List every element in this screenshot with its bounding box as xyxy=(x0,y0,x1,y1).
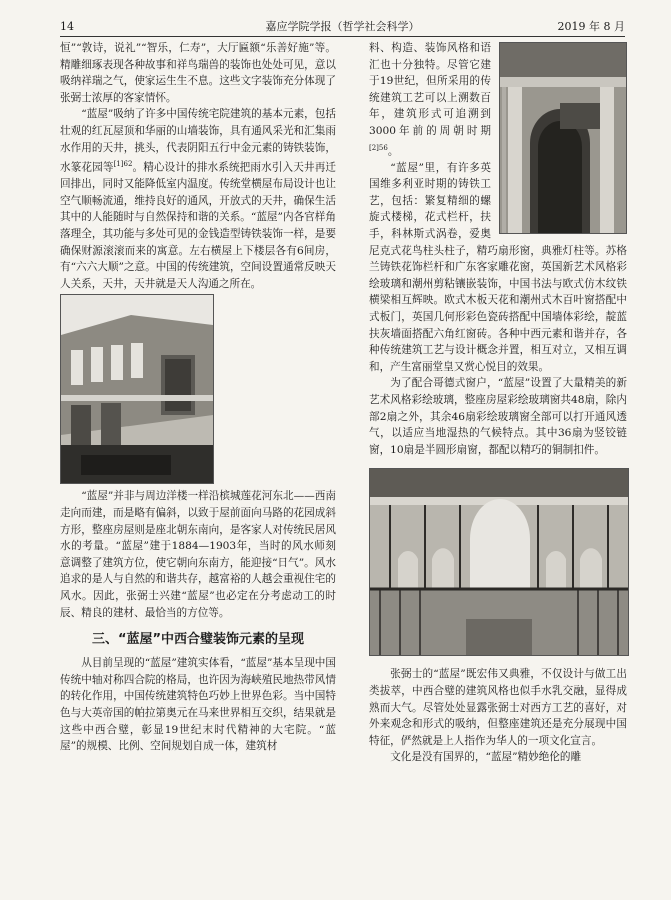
arched-colonnade-photo xyxy=(499,42,627,234)
right-column xyxy=(369,40,627,766)
right-paragraph-1-text-a: 料、构造、装饰风格和语汇也十分独特。尽管它建于19世纪，但所采用的传统建筑工艺可以上溯数百年，建筑形式可追溯到3000年前的周朝时期 xyxy=(369,42,491,137)
interior-hall-photo xyxy=(369,468,629,656)
journal-title: 嘉应学院学报（哲学社会科学） xyxy=(265,20,420,33)
left-column xyxy=(60,40,336,755)
left-paragraph-3: “蓝屋”并非与周边洋楼一样沿槟城莲花河东北——西南走向而建，而是略有偏斜，以致于屋前面向马路的花园成斜方形，整座房屋则是座北朝东南向，是客家人对传统民居风水的考量。“蓝屋”建于1884—1903年，当时的风水师刻意调整了建筑方位，使它朝向东南方，能迎接“日气”。风水追求的是人与自然的和谐共存，越富裕的人越会重视住宅的风水。因此，张弼士兴建“蓝屋”也必定在分考虑动工的时辰、精良的建材、最恰当的方位等。 xyxy=(60,490,336,619)
courtyard-photo xyxy=(60,294,214,484)
left-paragraph-2-text-b: 。精心设计的排水系统把雨水引入天井再迁回排出，同时又能降低室内温度。传统堂横屋布局设计也让空气顺畅流通，维持良好的通风，开放式的天井，确保生活其中的人能随时与自然保持和谐的关系。“蓝屋”内各官样角落理全，其功能与多处可见的金钱造型铸铁装饰一样，是要确保财源滚滚而来的寓意。左右横屋上下楼层各有6间房，有“六六大顺”之意。中国的传统建筑，空间设置通常反映天人关系，天井，天井就是天人沟通之所在。 xyxy=(60,161,336,290)
left-paragraph-2 xyxy=(60,106,336,292)
left-paragraph-4: 从目前呈现的“蓝屋”建筑实体看，“蓝屋”基本呈现中国传统中轴对称四合院的格局，也许因为海峡殖民地热带风情的转化作用，中国传统建筑特色巧妙上世界色彩。当中国特色与大英帝国的帕拉第奥元在马来世界相互交织，结果就是这些中西合璧，彰显19世纪末时代精神的大宅院。“蓝屋”的规模、比例、空间规划自成一体，建筑材 xyxy=(60,657,336,753)
section-heading: 三、“蓝屋”中西合璧装饰元素的呈现 xyxy=(91,632,305,648)
left-paragraph-1: 恒”“敦诗，说礼”“智乐，仁寿”，大厅匾额“乐善好施”等。精雕细琢表现各种故事和祥鸟瑞兽的装饰也处处可见，意以吸纳祥瑞之气，使家运生生不息。这些文字装饰充分体现了张弼士浓厚的客家情怀。 xyxy=(60,42,336,104)
issue-date: 2019 年 8 月 xyxy=(557,20,625,33)
right-paragraph-2: “蓝屋”里，有许多英国维多利亚时期的铸铁工艺，包括：繁复精细的螺旋式楼梯，花式栏杆，扶手，科林斯式涡卷，爱奥尼克式花鸟柱头柱子，精巧扇形窗，典雅灯柱等。苏格兰铸铁花饰栏杆和广东客家雕花窗，英国新艺术风格彩绘玻璃和潮州剪粘镶嵌装饰，中国书法与欧式仿木纹铁横梁相互辉映。欧式木板天花和潮州式木百叶窗搭配中式板门，英国几何形彩色瓷砖搭配中国墙体彩绘，靛蓝扶灰墙面搭配六角红窗砖。各种中西元素和谐并存，各种传统建筑工艺与设计概念并置，相互对立，又相互调和，产生富丽堂皇又赏心悦目的效果。 xyxy=(369,161,627,373)
left-paragraph-2-text-a: “蓝屋”吸纳了许多中国传统宅院建筑的基本元素，包括壮观的红瓦屋顶和华丽的山墙装饰，具有通风采光和汇集雨水作用的天井，挑头，代表阴阳五行中金元素的铸铁装饰，水篆花园等 xyxy=(60,108,336,174)
page-number: 14 xyxy=(60,20,74,33)
right-paragraph-5: 文化是没有国界的，“蓝屋”精妙绝伦的雕 xyxy=(390,751,582,764)
citation-ref: [1]62 xyxy=(113,160,133,169)
running-header xyxy=(60,18,625,37)
right-paragraph-1-text-b: 。 xyxy=(387,145,399,158)
right-paragraph-4: 张弼士的“蓝屋”既宏伟又典雅，不仅设计与做工出类拔萃，中西合璧的建筑风格也似手水乳交融，显得成熟而大气。尽管处处显露张弼士对西方工艺的喜好，对外来观念和形式的吸纳，但整座建筑还是充分展现中国特征，俨然就是上人指作为华人的一项文化宣言。 xyxy=(369,668,627,747)
right-paragraph-3: 为了配合哥德式窗户，“蓝屋”设置了大量精美的新艺术风格彩绘玻璃，整座房屋彩绘玻璃窗共48扇，除内部2扇之外，其余46扇彩绘玻璃窗全部可以打开通风透气，以适应当地湿热的气候特点。其中36扇为竖铰链窗，10扇是半圆形扇窗，都配以精巧的铜制扣件。 xyxy=(369,377,627,456)
citation-ref-2: [2]56 xyxy=(369,143,388,152)
